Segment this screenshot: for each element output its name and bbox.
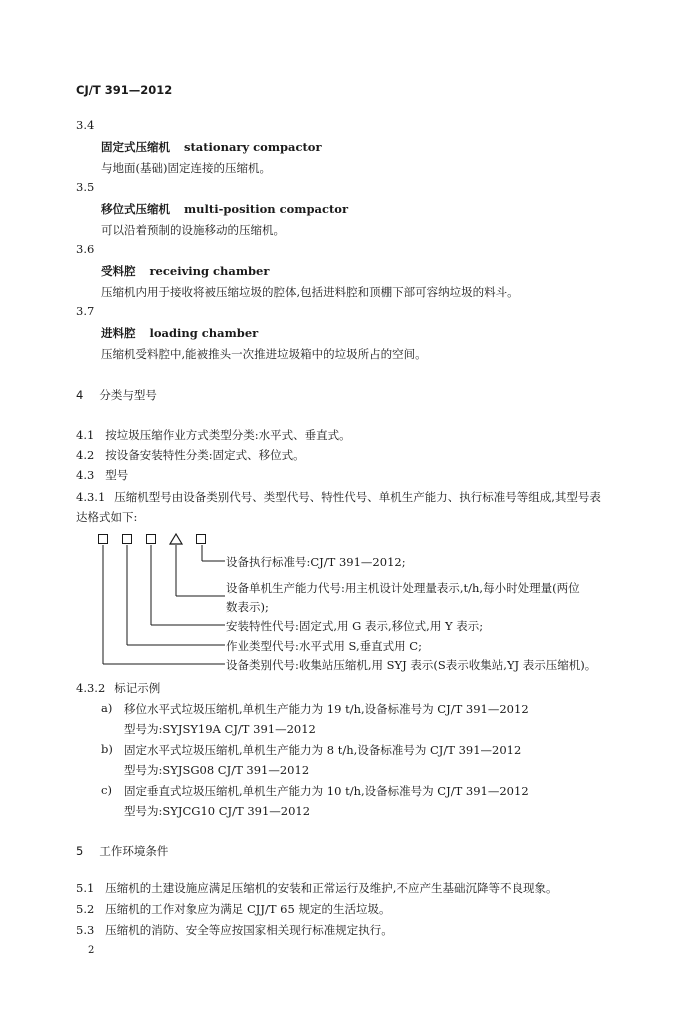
example-text: 固定水平式垃圾压缩机,单机生产能力为 8 t/h,设备标准号为 CJ/T 391—2012 xyxy=(124,743,522,757)
clause xyxy=(76,901,390,917)
term-chinese: 受料腔 xyxy=(101,264,136,278)
clause-number: 5.2 xyxy=(76,902,95,916)
clause-number: 4.1 xyxy=(76,428,95,442)
format-label-type: 作业类型代号:水平式用 S,垂直式用 C; xyxy=(226,639,422,653)
clause-number: 4.3.2 xyxy=(76,681,106,695)
clause-text: 压缩机型号由设备类别代号、类型代号、特性代号、单机生产能力、执行标准号等组成,其型号表 xyxy=(114,490,601,504)
format-label-capacity-cont: 数表示); xyxy=(226,600,269,614)
clause-text: 压缩机的工作对象应为满足 CJJ/T 65 规定的生活垃圾。 xyxy=(105,902,391,916)
section-number: 5 xyxy=(76,844,84,858)
page-number: 2 xyxy=(88,945,95,956)
section-number: 4 xyxy=(76,388,84,402)
clause-number: 4.2 xyxy=(76,448,95,462)
clause-number: 3.5 xyxy=(76,180,95,194)
section-title: 工作环境条件 xyxy=(99,844,169,858)
term-definition: 压缩机受料腔中,能被推头一次推进垃圾箱中的垃圾所占的空间。 xyxy=(101,347,427,361)
clause xyxy=(76,880,557,896)
term-definition: 压缩机内用于接收将被压缩垃圾的腔体,包括进料腔和顶棚下部可容纳垃圾的料斗。 xyxy=(101,285,519,299)
clause-number: 4.3.1 xyxy=(76,490,106,504)
example-text: 移位水平式垃圾压缩机,单机生产能力为 19 t/h,设备标准号为 CJ/T 391—2012 xyxy=(124,702,529,716)
clause-text: 压缩机的消防、安全等应按国家相关现行标准规定执行。 xyxy=(105,923,393,937)
clause xyxy=(76,680,160,696)
example-text: 固定垂直式垃圾压缩机,单机生产能力为 10 t/h,设备标准号为 CJ/T 391—2012 xyxy=(124,784,529,798)
example-letter: c) xyxy=(101,783,112,797)
clause-number: 3.6 xyxy=(76,242,95,256)
clause-text: 压缩机的土建设施应满足压缩机的安装和正常运行及维护,不应产生基础沉降等不良现象。 xyxy=(105,881,558,895)
document-header: CJ/T 391—2012 xyxy=(76,83,173,97)
term-english: receiving chamber xyxy=(149,264,270,278)
term-definition: 可以沿着预制的设施移动的压缩机。 xyxy=(101,223,285,237)
clause-number: 5.3 xyxy=(76,923,95,937)
term-chinese: 固定式压缩机 xyxy=(101,140,170,154)
term-chinese: 进料腔 xyxy=(101,326,136,340)
term-english: loading chamber xyxy=(149,326,259,340)
clause-text: 按设备安装特性分类:固定式、移位式。 xyxy=(105,448,305,462)
format-label-feature: 安装特性代号:固定式,用 G 表示,移位式,用 Y 表示; xyxy=(226,619,484,633)
term-english: multi-position compactor xyxy=(184,202,348,216)
format-label-category: 设备类别代号:收集站压缩机,用 SYJ 表示(S表示收集站,YJ 表示压缩机)。 xyxy=(226,658,597,672)
term-definition: 与地面(基础)固定连接的压缩机。 xyxy=(101,161,271,175)
format-label-standard: 设备执行标准号:CJ/T 391—2012; xyxy=(226,555,406,569)
term-chinese: 移位式压缩机 xyxy=(101,202,170,216)
section-heading xyxy=(76,843,168,859)
format-triangle-capacity xyxy=(170,534,182,544)
term-english: stationary compactor xyxy=(184,140,322,154)
example-letter: a) xyxy=(101,701,113,715)
example-model: 型号为:SYJCG10 CJ/T 391—2012 xyxy=(124,804,311,818)
clause-number: 5.1 xyxy=(76,881,95,895)
clause-number: 3.7 xyxy=(76,304,95,318)
clause-text: 标记示例 xyxy=(114,681,161,695)
clause-text: 按垃圾压缩作业方式类型分类:水平式、垂直式。 xyxy=(105,428,351,442)
clause-text: 型号 xyxy=(105,468,129,482)
section-title: 分类与型号 xyxy=(99,388,157,402)
format-box-standard xyxy=(196,534,206,544)
clause-number: 3.4 xyxy=(76,118,95,132)
example-model: 型号为:SYJSY19A CJ/T 391—2012 xyxy=(124,722,316,736)
example-letter: b) xyxy=(101,742,113,756)
example-model: 型号为:SYJSG08 CJ/T 391—2012 xyxy=(124,763,310,777)
clause-number: 4.3 xyxy=(76,468,95,482)
format-label-capacity: 设备单机生产能力代号:用主机设计处理量表示,t/h,每小时处理量(两位 xyxy=(226,581,580,595)
clause-text-continued: 达格式如下: xyxy=(76,510,138,524)
clause xyxy=(76,922,393,938)
